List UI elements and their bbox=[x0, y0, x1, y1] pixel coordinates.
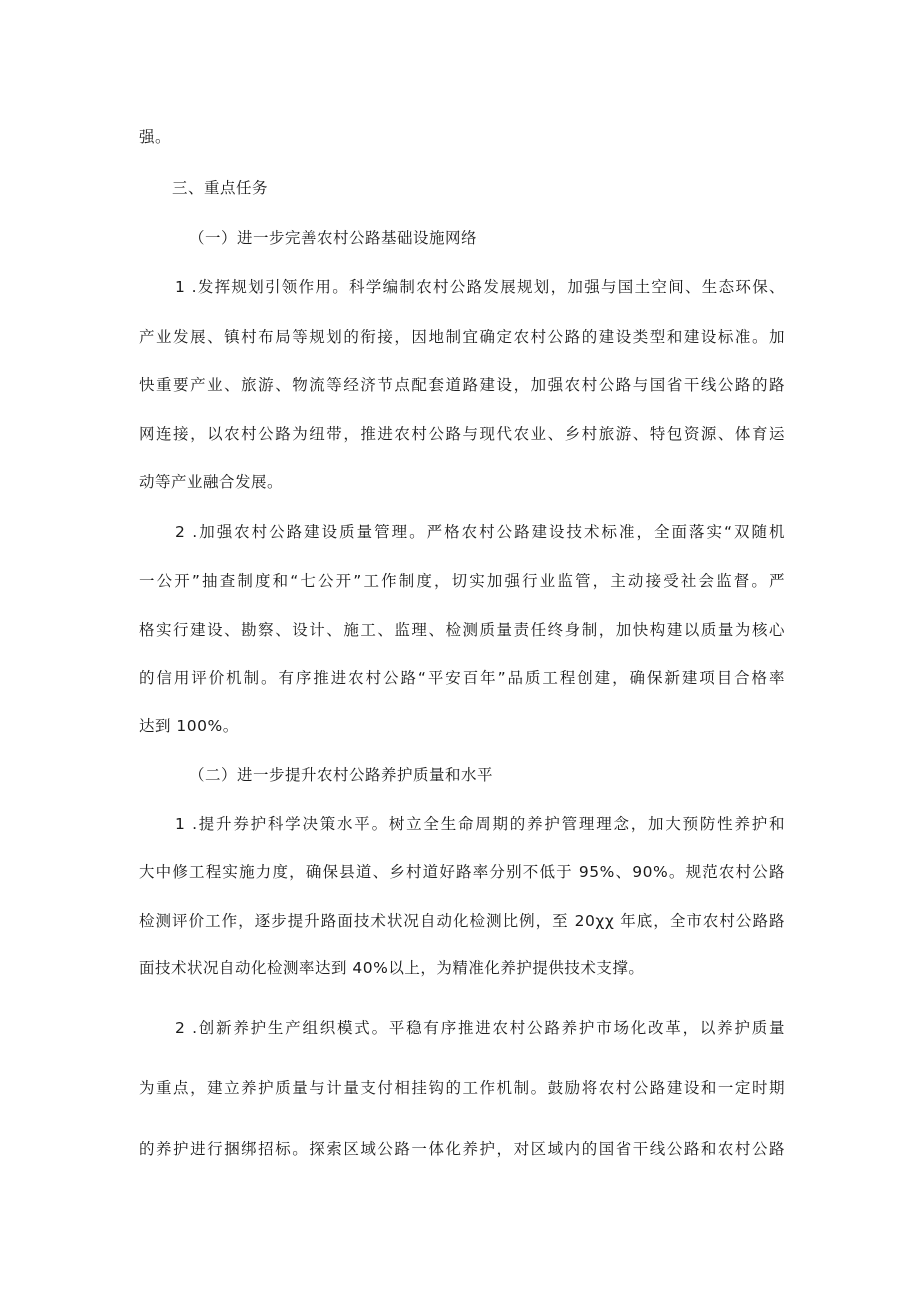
text-line: 动等产业融合发展。 bbox=[139, 473, 284, 491]
subsection-heading: （二）进一步提升农村公路养护质量和水平 bbox=[189, 766, 494, 784]
text-line: 大中修工程实施力度，确保县道、乡村道好路率分别不低于 95%、90%。规范农村公路 bbox=[139, 863, 785, 881]
text-line: 检测评价工作，逐步提升路面技术状况自动化检测比例，至 20χχ 年底，全市农村公路路 bbox=[139, 912, 785, 930]
text-line: 2 .创新养护生产组织模式。平稳有序推进农村公路养护市场化改革，以养护质量 bbox=[175, 1019, 785, 1037]
text-line: 网连接，以农村公路为纽带，推进农村公路与现代农业、乡村旅游、特包资源、体育运 bbox=[139, 425, 785, 443]
text-line: 2 .加强农村公路建设质量管理。严格农村公路建设技术标准，全面落实“双随机 bbox=[175, 523, 785, 541]
text-line: 的信用评价机制。有序推进农村公路“平安百年”品质工程创建，确保新建项目合格率 bbox=[139, 669, 785, 687]
text-line: 产业发展、镇村布局等规划的衔接，因地制宜确定农村公路的建设类型和建设标准。加 bbox=[139, 328, 785, 346]
text-line: 的养护进行捆绑招标。探索区域公路一体化养护，对区域内的国省干线公路和农村公路 bbox=[139, 1140, 785, 1158]
text-line: 一公开”抽查制度和“七公开”工作制度，切实加强行业监管，主动接受社会监督。严 bbox=[139, 572, 785, 590]
text-line: 1 .发挥规划引领作用。科学编制农村公路发展规划，加强与国土空间、生态环保、 bbox=[175, 278, 785, 296]
text-line: 为重点，建立养护质量与计量支付相挂钩的工作机制。鼓励将农村公路建设和一定时期 bbox=[139, 1079, 785, 1097]
subsection-heading: （一）进一步完善农村公路基础设施网络 bbox=[189, 229, 478, 247]
text-line: 达到 100%。 bbox=[139, 717, 239, 735]
text-line: 面技术状况自动化检测率达到 40%以上，为精准化养护提供技术支撑。 bbox=[139, 959, 645, 977]
section-heading: 三、重点任务 bbox=[172, 179, 269, 197]
text-line: 强。 bbox=[139, 128, 172, 146]
text-line: 快重要产业、旅游、物流等经济节点配套道路建设，加强农村公路与国省干线公路的路 bbox=[139, 376, 785, 394]
text-line: 格实行建设、勘察、设计、施工、监理、检测质量责任终身制，加快构建以质量为核心 bbox=[139, 621, 785, 639]
text-line: 1 .提升券护科学决策水平。树立全生命周期的养护管理理念，加大预防性养护和 bbox=[175, 815, 785, 833]
